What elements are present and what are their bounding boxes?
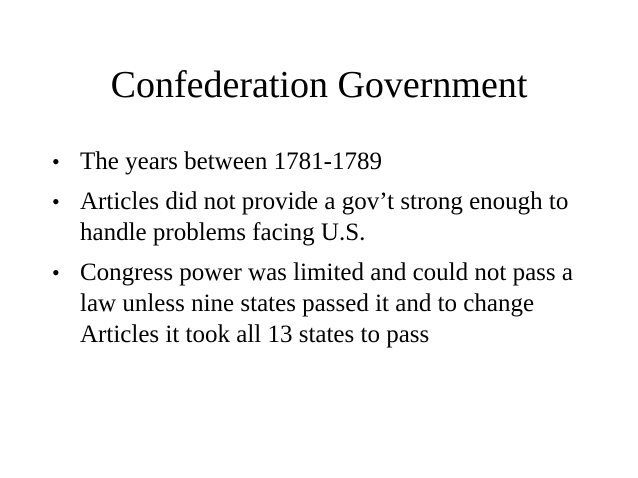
bullet-icon: • [52, 189, 60, 214]
bullet-icon: • [52, 149, 60, 174]
bullet-text: The years between 1781-1789 [80, 148, 382, 175]
bullet-item [52, 257, 612, 350]
bullet-item [52, 146, 612, 177]
bullet-text: Congress power was limited and could not pass a law unless nine states passed it and to change Articles it took all 13 states to pass [80, 259, 573, 348]
bullet-text: Articles did not provide a gov’t strong enough to handle problems facing U.S. [80, 188, 569, 246]
bullet-icon: • [52, 260, 60, 285]
bullet-list [52, 146, 612, 359]
bullet-item [52, 186, 612, 248]
slide-title: Confederation Government [110, 64, 528, 106]
